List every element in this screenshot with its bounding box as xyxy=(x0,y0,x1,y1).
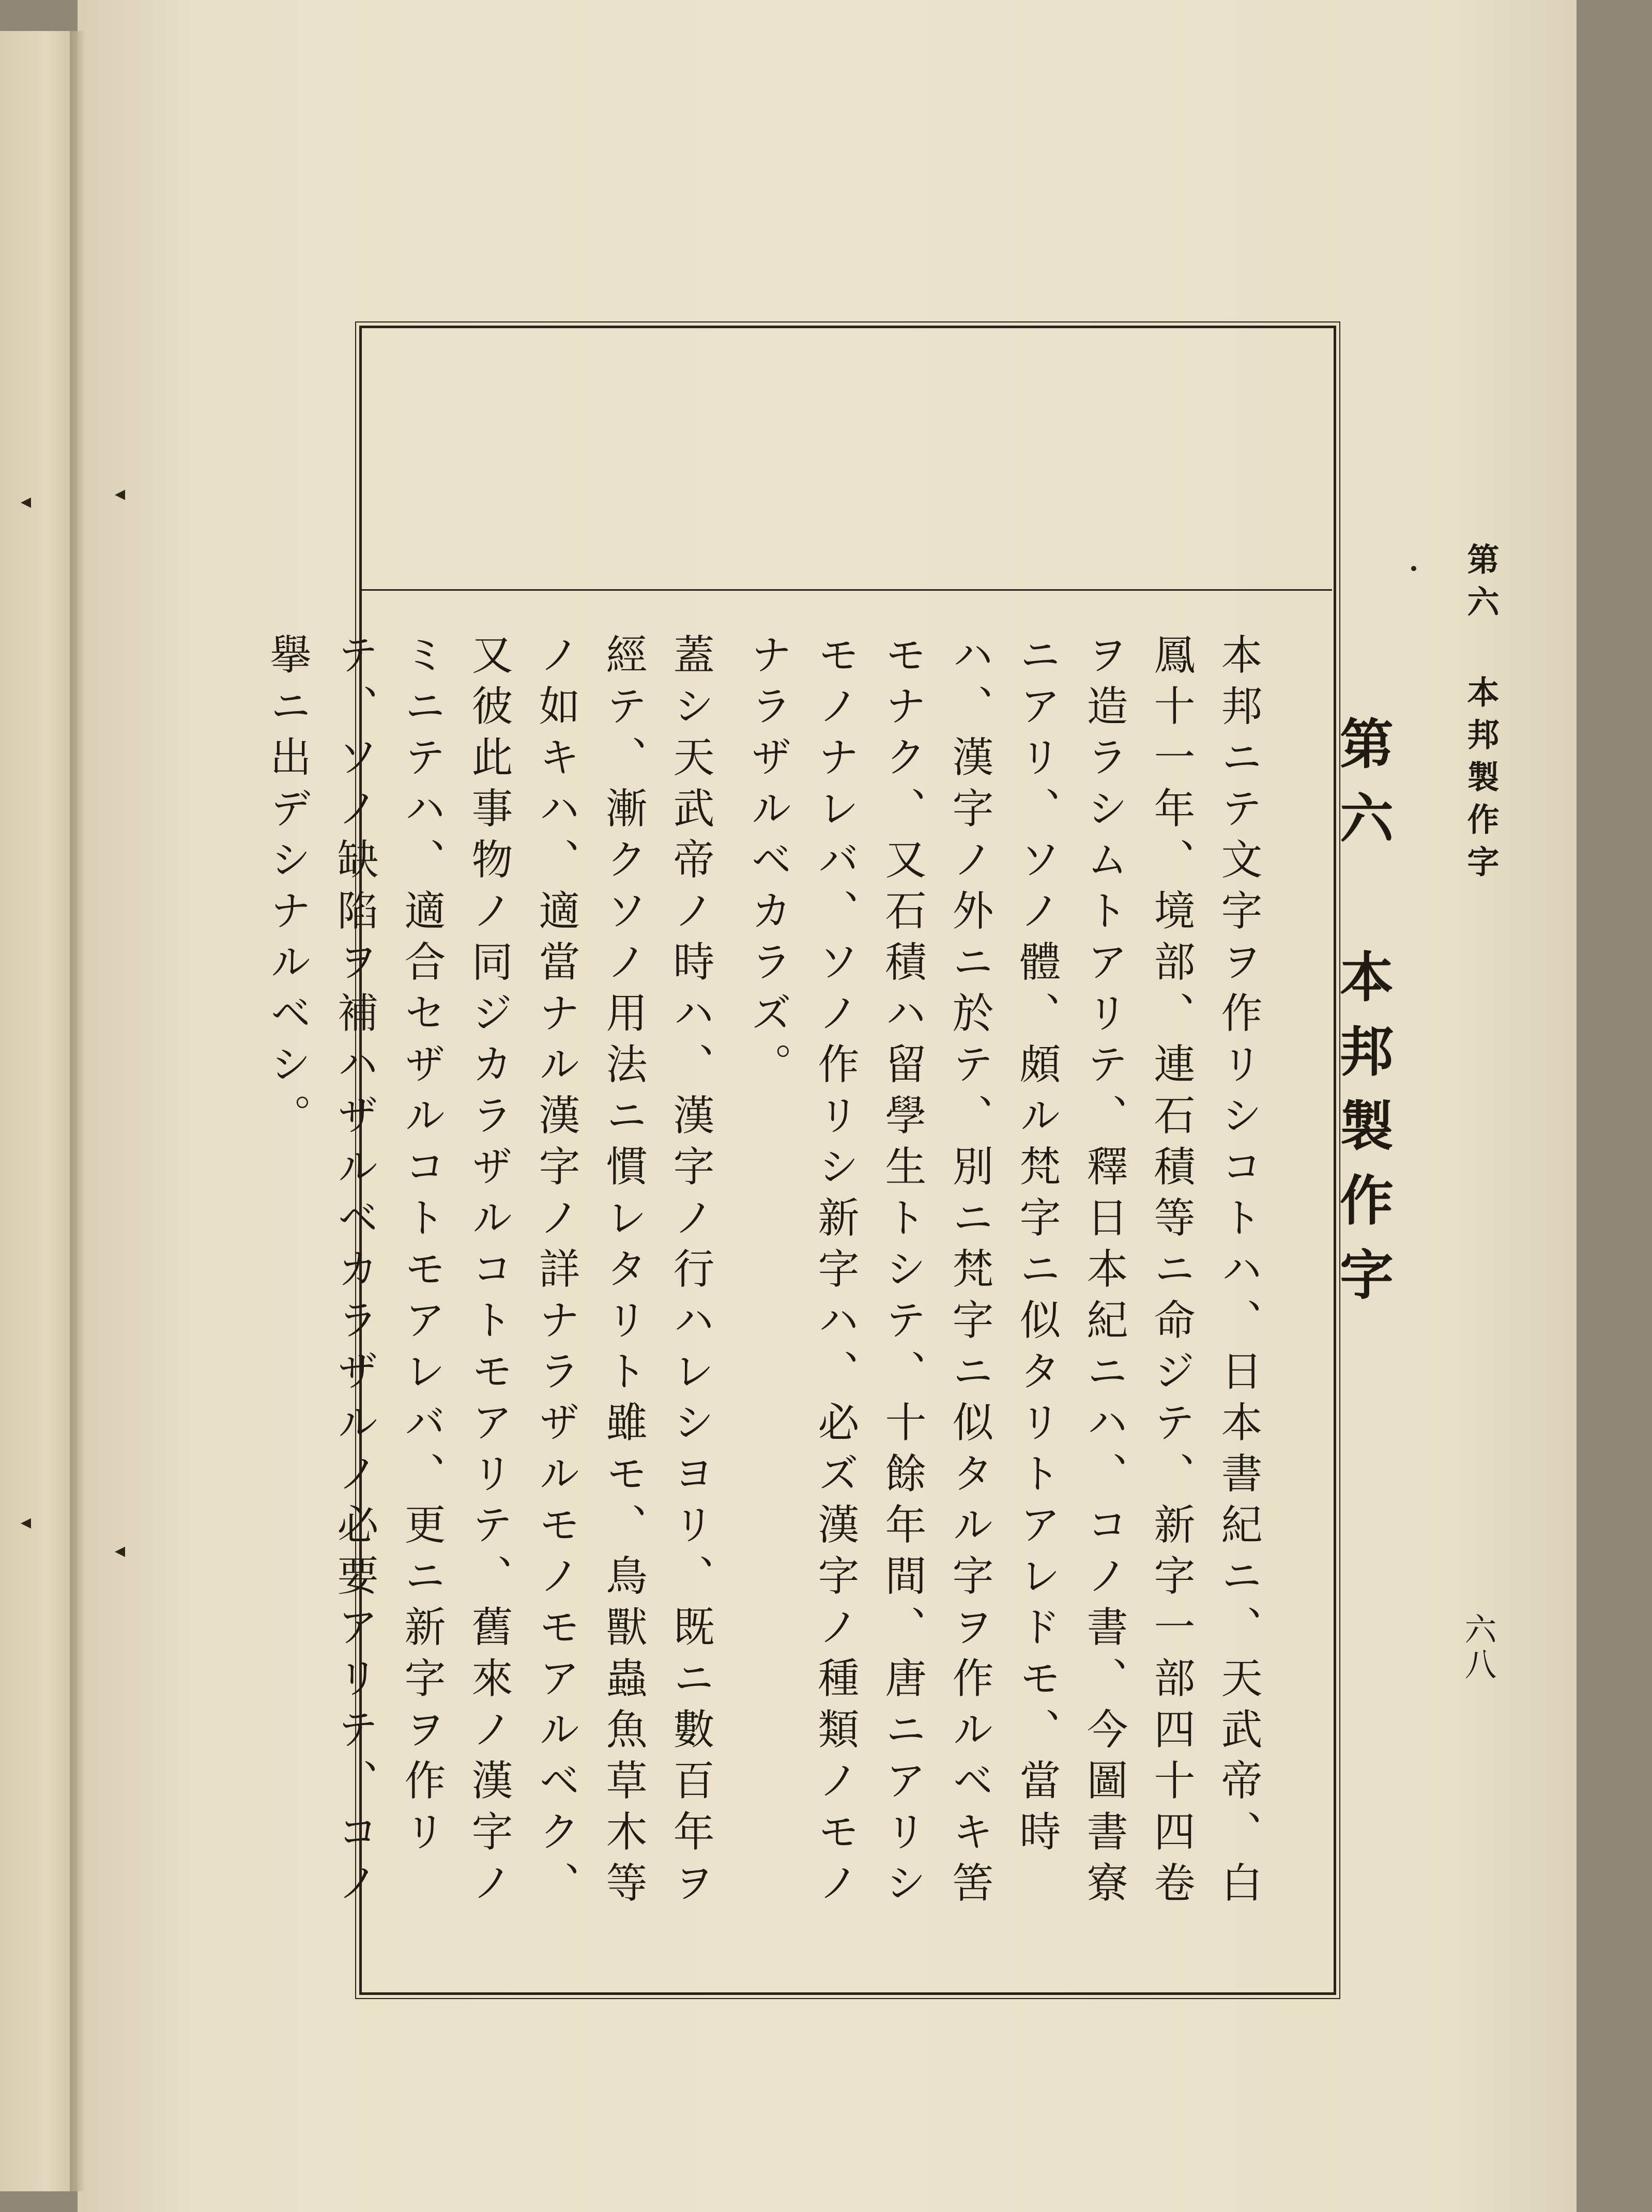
frame-divider xyxy=(360,589,1332,591)
binding-shadow xyxy=(70,31,85,2191)
body-text xyxy=(263,633,1272,1956)
running-head: 第六 本邦製作字 xyxy=(1462,543,1500,887)
paragraph-1: 本邦ニテ文字ヲ作リシコトハ、日本書紀ニ、天武帝、白鳳十一年、境部、連石積等ニ命ジテ、新字一部四十四卷ヲ造ラシムトアリテ、釋日本紀ニハ、コノ書、今圖書寮ニアリ、ソノ體、頗ル梵字ニ似タリトアレドモ、當時ハ、漢字ノ外ニ於テ、別ニ梵字ニ似タル字ヲ作ルベキ筈モナク、又石積ハ留學生トシテ、十餘年間、唐ニアリシモノナレバ、ソノ作リシ新字ハ、必ズ漢字ノ種類ノモノナラザルベカラズ。 xyxy=(744,633,1262,1912)
page-number: 六八 xyxy=(1459,1612,1497,1683)
binding-mark: ◂ xyxy=(115,1539,126,1562)
ink-dot xyxy=(1411,566,1416,571)
previous-page-edge xyxy=(0,31,78,2191)
section-title: 第六 本邦製作字 xyxy=(1330,716,1394,1321)
binding-mark: ◂ xyxy=(115,482,126,505)
binding-mark: ◂ xyxy=(21,489,32,513)
binding-mark: ◂ xyxy=(21,1510,32,1534)
paragraph-2: 蓋シ天武帝ノ時ハ、漢字ノ行ハレシヨリ、既ニ數百年ヲ經テ、漸クソノ用法ニ慣レタリト雖モ、鳥獸蟲魚草木等ノ如キハ、適當ナル漢字ノ詳ナラザルモノモアルベク、又彼此事物ノ同ジカラザルコトモアリテ、舊來ノ漢字ノミニテハ、適合セザルコトモアレバ、更ニ新字ヲ作リテ、ソノ缺陷ヲ補ハザルベカラザルノ必要アリテ、コノ擧ニ出デシナルベシ。 xyxy=(263,633,714,1912)
